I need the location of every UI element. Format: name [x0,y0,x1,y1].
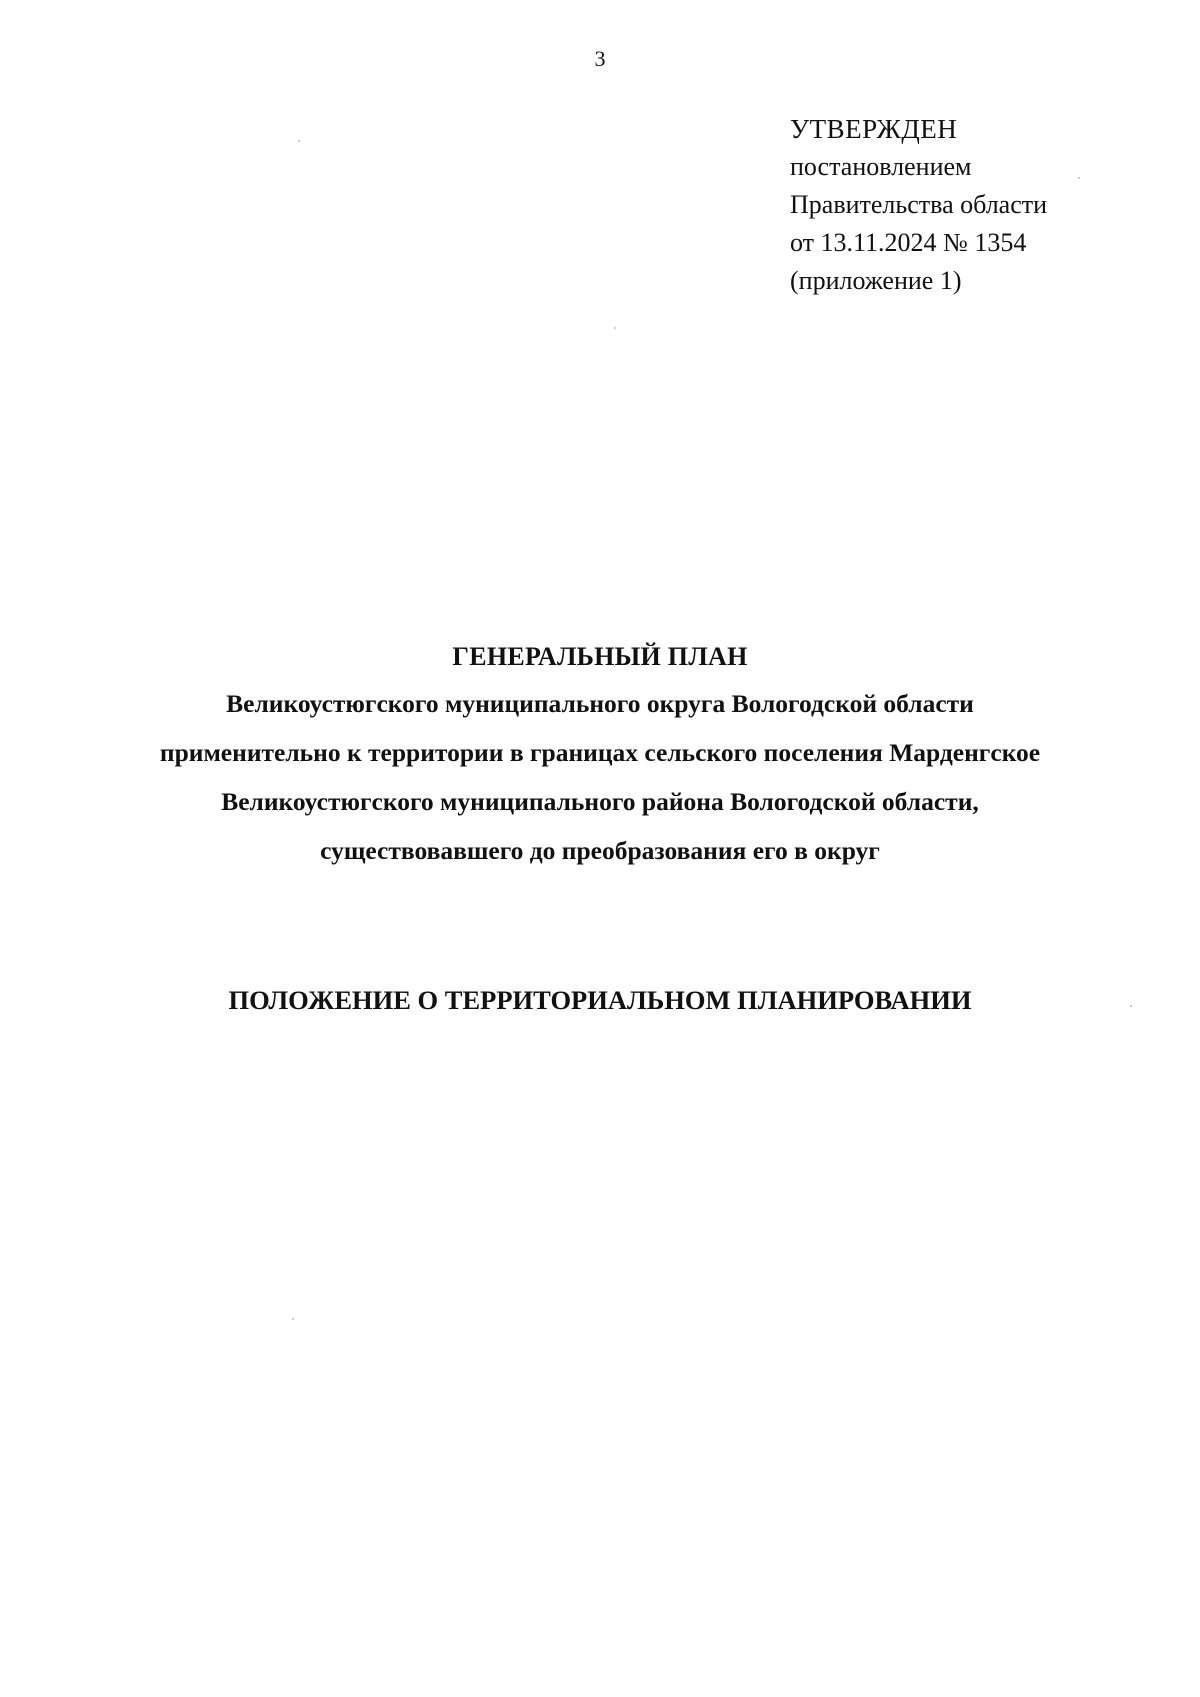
page-number: 3 [594,46,606,71]
document-subtitle-line: применительно к территории в границах сельского поселения Марденгское [159,738,1041,767]
document-subtitle-line: Великоустюгского муниципального района Вологодской области, [221,787,979,816]
document-subtitle-line: существовавшего до преобразования его в округ [320,836,880,865]
scan-speck [298,140,300,142]
approval-by-line: постановлением [790,152,972,181]
document-title-block [0,635,1200,875]
scan-speck [1078,177,1080,179]
approval-stamp [790,110,1150,300]
document-title: ГЕНЕРАЛЬНЫЙ ПЛАН [452,642,748,671]
approval-date-number: от 13.11.2024 № 1354 [790,228,1027,257]
scan-speck [614,327,616,329]
document-subtitle-line: Великоустюгского муниципального округа Вологодской области [226,689,974,718]
approval-authority: Правительства области [790,190,1048,219]
section-title: ПОЛОЖЕНИЕ О ТЕРРИТОРИАЛЬНОМ ПЛАНИРОВАНИИ [228,985,972,1015]
scan-speck [1130,1005,1132,1007]
scan-speck [292,1318,294,1320]
approval-appendix: (приложение 1) [790,266,962,295]
approval-status: УТВЕРЖДЕН [790,114,958,144]
